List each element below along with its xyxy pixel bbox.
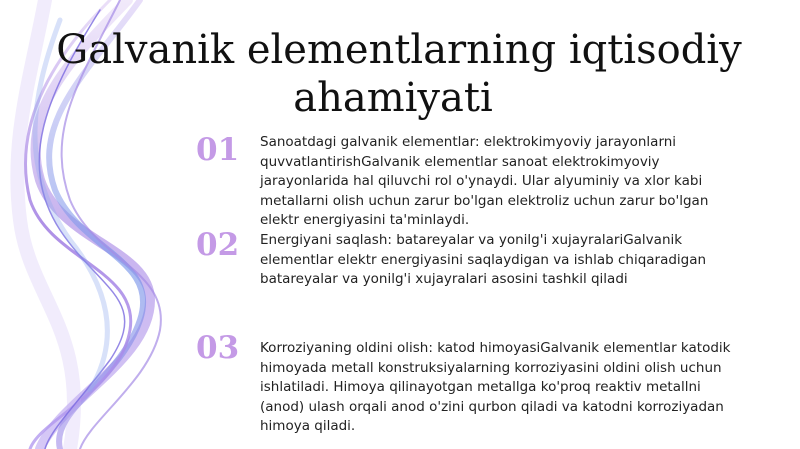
slide-title-line-1: Galvanik elementlarning iqtisodiy <box>56 27 742 73</box>
item-text: Sanoatdagi galvanik elementlar: elektrokimyoviy jarayonlarni quvvatlantirishGalvanik elementlar sanoat elektrokimyoviy jarayonlarida hal qiluvchi rol o'ynaydi. Ular alyuminiy va xlor kabi metallarni olish uchun zarur bo'lgan elektroliz uchun zarur bo'lgan elektr energiyasini ta'minlaydi. <box>260 134 709 228</box>
slide-title <box>20 26 800 122</box>
item-number: 01 <box>196 132 240 168</box>
item-number: 03 <box>196 330 240 366</box>
slide-title-line-2: ahamiyati <box>293 75 493 121</box>
item-text: Korroziyaning oldini olish: katod himoyasiGalvanik elementlar katodik himoyada metall konstruksiyalarning korroziyasini oldini olish uchun ishlatiladi. Himoya qilinayotgan metallga ko'proq reaktiv metallni (anod) ulash orqali anod o'zini qurbon qiladi va katodni korroziyadan himoya qiladi. <box>260 340 731 434</box>
item-text: Energiyani saqlash: batareyalar va yonilg'i xujayralariGalvanik elementlar elektr energiyasini saqlaydigan va ishlab chiqaradigan batareyalar va yonilg'i xujayralari asosini tashkil qiladi <box>260 232 707 287</box>
item-number: 02 <box>196 227 240 263</box>
